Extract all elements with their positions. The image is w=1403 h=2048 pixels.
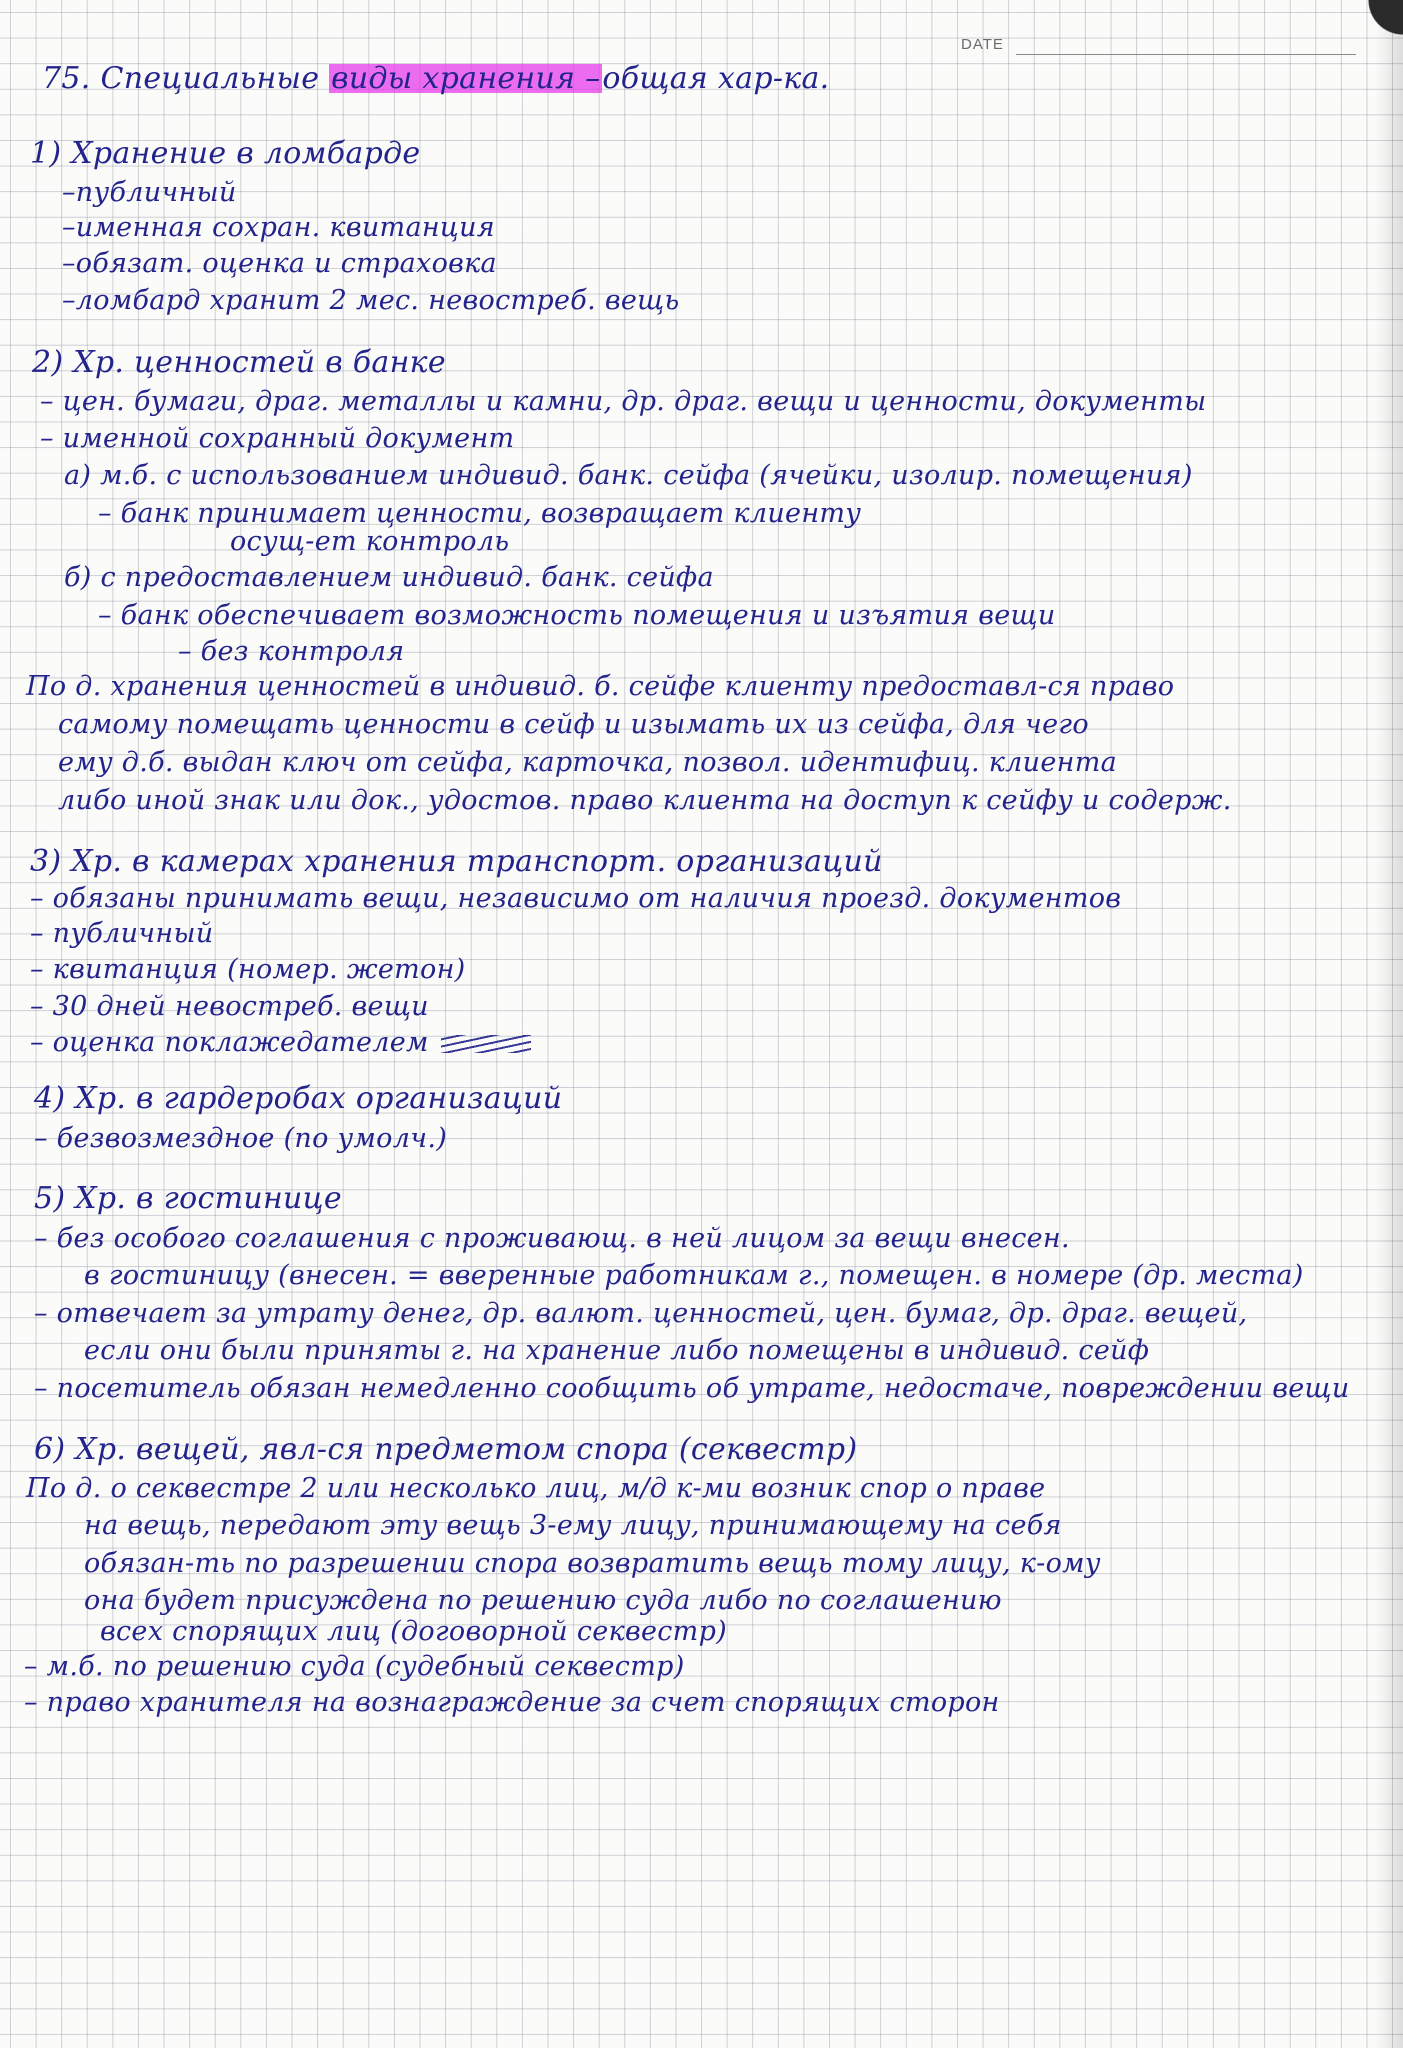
text-line: она будет присуждена по решению суда либо по соглашению bbox=[84, 1585, 1002, 1616]
text-line: самому помещать ценности в сейф и изымать их из сейфа, для чего bbox=[58, 709, 1089, 740]
text-line: – 30 дней невостреб. вещи bbox=[30, 991, 429, 1022]
text-line: – безвозмездное (по умолч.) bbox=[34, 1123, 448, 1154]
section-heading: 3) Хр. в камерах хранения транспорт. организаций bbox=[30, 844, 883, 879]
text-line: – квитанция (номер. жетон) bbox=[30, 954, 466, 985]
text-line: –ломбард хранит 2 мес. невостреб. вещь bbox=[62, 285, 680, 316]
text-line: – цен. бумаги, драг. металлы и камни, др. драг. вещи и ценности, документы bbox=[40, 386, 1207, 417]
text-line: если они были приняты г. на хранение либо помещены в индивид. сейф bbox=[84, 1335, 1150, 1366]
text-line: –публичный bbox=[62, 177, 237, 208]
text-line: – без особого соглашения с проживающ. в ней лицом за вещи внесен. bbox=[34, 1223, 1070, 1254]
title-highlight: виды хранения – bbox=[331, 61, 601, 96]
text-line: – м.б. по решению суда (судебный секвестр) bbox=[24, 1651, 685, 1682]
text-line: – обязаны принимать вещи, независимо от наличия проезд. документов bbox=[30, 883, 1122, 914]
text-line: – публичный bbox=[30, 918, 214, 949]
text-line-content: – оценка поклажедателем bbox=[30, 1027, 429, 1058]
section-heading: 4) Хр. в гардеробах организаций bbox=[34, 1081, 563, 1116]
title-suffix: общая хар-ка. bbox=[602, 61, 830, 96]
scribble-mark bbox=[441, 1035, 531, 1053]
text-line: б) с предоставлением индивид. банк. сейфа bbox=[64, 562, 714, 593]
title-line bbox=[42, 62, 830, 96]
text-line: – банк обеспечивает возможность помещения и изъятия вещи bbox=[98, 600, 1056, 631]
text-line: – право хранителя на вознаграждение за счет спорящих сторон bbox=[24, 1687, 1000, 1718]
text-line: –именная сохран. квитанция bbox=[62, 212, 495, 243]
text-line: а) м.б. с использованием индивид. банк. сейфа (ячейки, изолир. помещения) bbox=[64, 460, 1193, 491]
text-line: – без контроля bbox=[178, 636, 405, 667]
title-prefix: 75. Специальные bbox=[42, 61, 330, 96]
text-line: –обязат. оценка и страховка bbox=[62, 248, 497, 279]
text-line: в гостиницу (внесен. = вверенные работникам г., помещен. в номере (др. места) bbox=[84, 1260, 1304, 1291]
section-heading: 5) Хр. в гостинице bbox=[34, 1181, 342, 1216]
text-line: – именной сохранный документ bbox=[40, 423, 515, 454]
date-line bbox=[1016, 54, 1356, 55]
page-edge-shadow bbox=[1375, 0, 1403, 2048]
text-line: – отвечает за утрату денег, др. валют. ценностей, цен. бумаг, др. драг. вещей, bbox=[34, 1298, 1248, 1329]
section-heading: 6) Хр. вещей, явл-ся предметом спора (секвестр) bbox=[34, 1432, 858, 1467]
text-line: По д. хранения ценностей в индивид. б. сейфе клиенту предоставл-ся право bbox=[26, 671, 1175, 702]
section-heading: 1) Хранение в ломбарде bbox=[30, 136, 421, 171]
section-heading: 2) Хр. ценностей в банке bbox=[32, 345, 446, 380]
text-line: – посетитель обязан немедленно сообщить об утрате, недостаче, повреждении вещи bbox=[34, 1373, 1350, 1404]
date-label: DATE bbox=[961, 36, 1004, 53]
text-line bbox=[30, 1026, 531, 1060]
text-line: обязан-ть по разрешении спора возвратить вещь тому лицу, к-ому bbox=[84, 1548, 1101, 1579]
text-line: ему д.б. выдан ключ от сейфа, карточка, позвол. идентифиц. клиента bbox=[58, 747, 1118, 778]
text-line: По д. о секвестре 2 или несколько лиц, м/д к-ми возник спор о праве bbox=[26, 1473, 1046, 1504]
text-line: осущ-ет контроль bbox=[230, 526, 510, 557]
text-line: либо иной знак или док., удостов. право клиента на доступ к сейфу и содерж. bbox=[58, 785, 1232, 816]
binder-corner bbox=[1363, 0, 1403, 40]
text-line: всех спорящих лиц (договорной секвестр) bbox=[100, 1616, 728, 1647]
text-line: на вещь, передают эту вещь 3-ему лицу, принимающему на себя bbox=[84, 1510, 1062, 1541]
text-line: – банк принимает ценности, возвращает клиенту bbox=[98, 498, 862, 529]
